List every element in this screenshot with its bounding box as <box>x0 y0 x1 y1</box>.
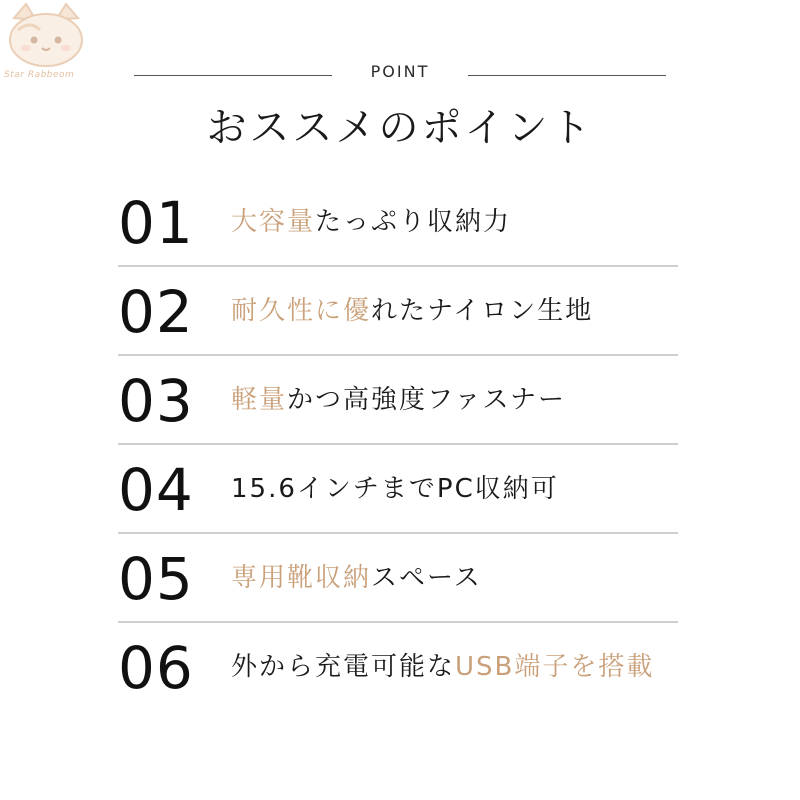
point-item-01 <box>118 178 678 267</box>
point-number: 02 <box>118 278 194 346</box>
point-highlight: 耐久性に優 <box>231 296 372 326</box>
point-rest: スペース <box>371 563 482 593</box>
point-item-06 <box>118 623 678 712</box>
point-number: 05 <box>118 545 194 613</box>
point-highlight: 専用靴収納 <box>231 563 372 593</box>
point-item-03 <box>118 356 678 445</box>
point-text: 15.6インチまでPC収納可 <box>231 474 559 504</box>
point-item-05 <box>118 534 678 623</box>
point-item-02 <box>118 267 678 356</box>
point-text <box>231 204 511 240</box>
point-text <box>231 382 566 418</box>
point-item-04 <box>118 445 678 534</box>
point-number: 03 <box>118 367 194 435</box>
point-number: 06 <box>118 634 194 702</box>
point-highlight: USB端子を搭載 <box>455 652 655 682</box>
page-title: おススメのポイント <box>206 105 594 151</box>
point-number: 04 <box>118 456 194 524</box>
points-list <box>118 178 678 712</box>
logo-text: Star Rabbeom <box>4 70 75 80</box>
point-prefix: 外から充電可能な <box>231 652 456 682</box>
point-rest: れたナイロン生地 <box>371 296 594 326</box>
eyebrow-row <box>134 62 666 84</box>
point-highlight: 大容量 <box>231 207 316 237</box>
point-text <box>231 649 654 685</box>
point-number: 01 <box>118 189 194 257</box>
eyebrow-label: POINT <box>370 62 430 81</box>
point-text <box>231 560 482 596</box>
point-text <box>231 293 593 329</box>
point-rest: たっぷり収納力 <box>315 207 512 237</box>
point-highlight: 軽量 <box>231 385 288 415</box>
eyebrow-rule-right <box>468 75 666 76</box>
point-rest: かつ高強度ファスナー <box>287 385 566 415</box>
